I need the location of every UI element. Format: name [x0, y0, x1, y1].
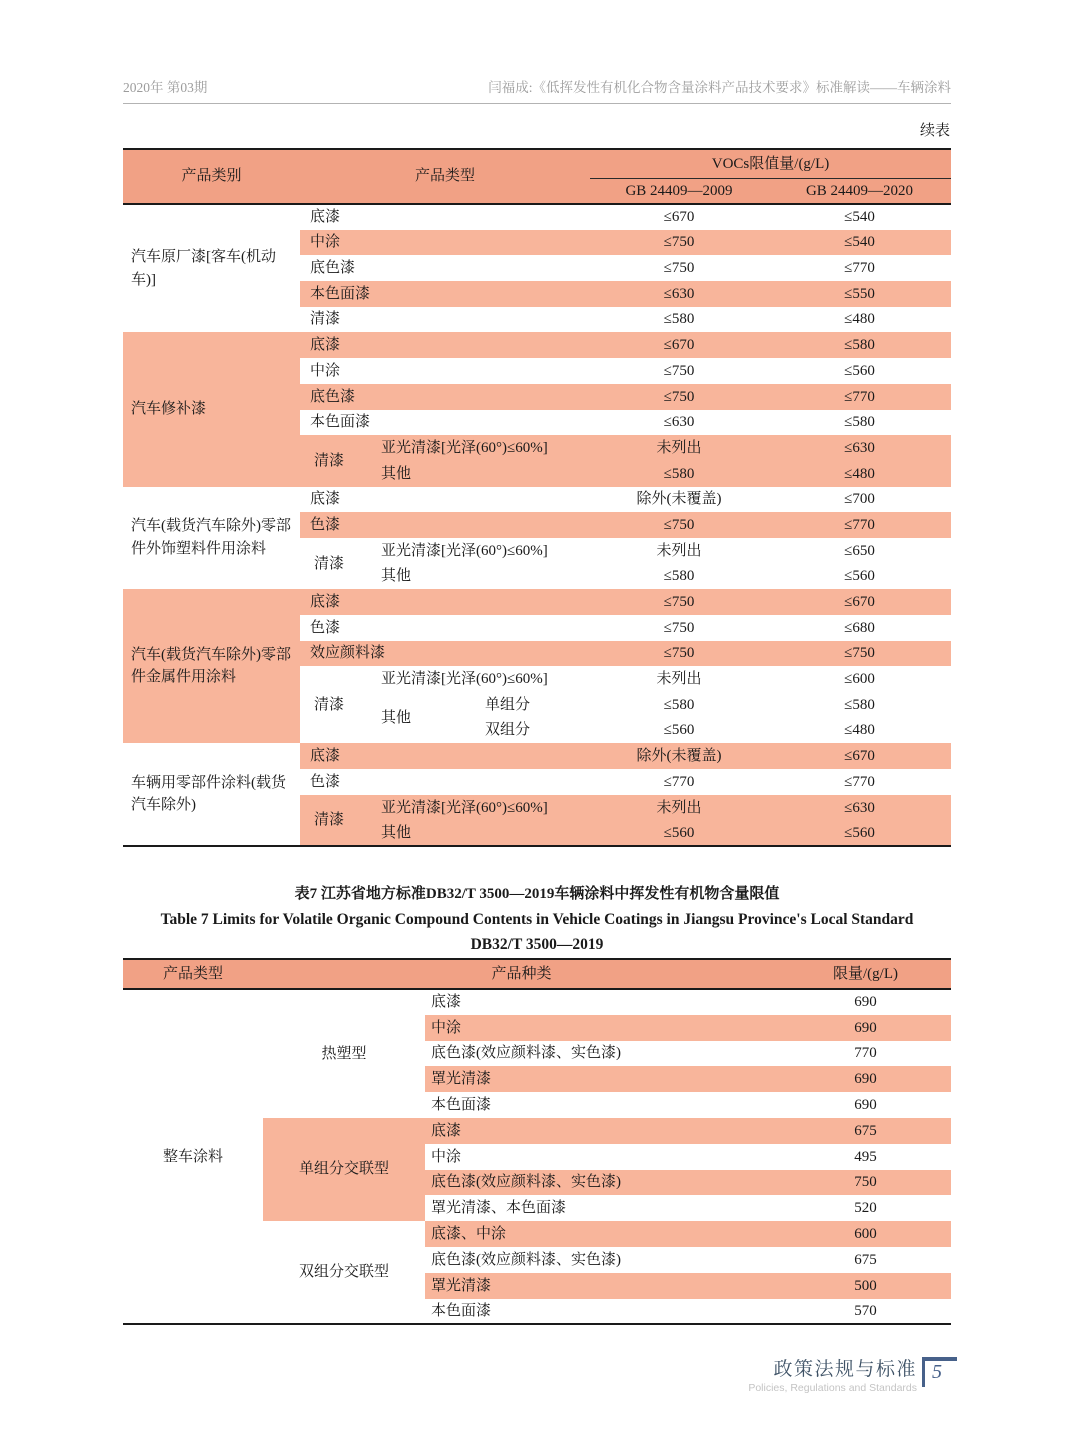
value-2020-cell: ≤560 — [844, 568, 875, 585]
value-2009-cell: ≤580 — [663, 311, 695, 328]
category-cell: 汽车(载货汽车除外)零部件金属件用涂料 — [123, 589, 300, 743]
col-header-product-kind: 产品种类 — [263, 959, 780, 989]
col-header-gb2020: GB 24409—2020 — [768, 178, 951, 204]
value-2020-cell: ≤770 — [768, 384, 951, 410]
limit-cell: 675 — [854, 1251, 877, 1268]
limit-cell: 690 — [854, 994, 877, 1011]
clearcoat-group-cell: 清漆 — [314, 696, 345, 713]
value-2009-cell: ≤750 — [590, 512, 768, 538]
clearcoat-group-cell: 清漆 — [300, 435, 378, 486]
subtype-cell: 亚光清漆[光泽(60°)≤60%] — [381, 542, 548, 559]
kind-cell: 底漆、中涂 — [425, 1221, 780, 1247]
subtype-cell: 亚光清漆[光泽(60°)≤60%] — [378, 795, 590, 821]
table7-title-en-std: DB32/T 3500—2019 — [470, 936, 604, 953]
col-header-category: 产品类别 — [123, 149, 300, 204]
value-2009-cell: ≤750 — [590, 230, 768, 256]
vocs-limits-table-body — [123, 204, 951, 846]
value-2009-cell: ≤750 — [663, 362, 695, 379]
limit-cell: 500 — [780, 1273, 951, 1299]
value-2020-cell: ≤770 — [844, 260, 875, 277]
kind-cell: 中涂 — [431, 1148, 462, 1165]
subtype-cell: 亚光清漆[光泽(60°)≤60%] — [381, 671, 548, 688]
jiangsu-limits-table-body — [123, 989, 951, 1324]
col-header-gb2009: GB 24409—2009 — [590, 178, 768, 204]
limit-cell: 690 — [854, 1096, 877, 1113]
page-number-box — [922, 1357, 957, 1387]
value-2020-cell: ≤580 — [844, 696, 875, 713]
table-row — [123, 332, 951, 358]
value-2009-cell: ≤560 — [663, 722, 695, 739]
value-2009-cell: ≤560 — [590, 821, 768, 847]
value-2020-cell: ≤480 — [768, 461, 951, 487]
value-2009-cell: 除外(未覆盖) — [636, 491, 722, 508]
col-header-limit: 限量/(g/L) — [780, 959, 951, 989]
value-2020-cell: ≤560 — [768, 821, 951, 847]
value-2009-cell: ≤670 — [590, 332, 768, 358]
value-2020-cell: ≤630 — [768, 435, 951, 461]
kind-cell: 底色漆(效应颜料漆、实色漆) — [425, 1170, 780, 1196]
value-2020-cell: ≤680 — [844, 619, 875, 636]
page-footer — [748, 1354, 957, 1394]
limit-cell: 770 — [854, 1045, 877, 1062]
kind-cell: 本色面漆 — [431, 1302, 492, 1319]
value-2009-cell: ≤670 — [663, 209, 695, 226]
jiangsu-limits-table-head — [123, 959, 951, 989]
value-2009-cell: 未列出 — [590, 795, 768, 821]
clearcoat-group-cell: 清漆 — [314, 555, 345, 572]
vocs-limits-table — [123, 148, 951, 847]
table-row — [123, 204, 951, 230]
value-2009-cell: ≤580 — [590, 461, 768, 487]
col-header-type: 产品类型 — [300, 149, 590, 204]
value-2020-cell: ≤750 — [768, 641, 951, 667]
value-2020-cell: ≤540 — [844, 209, 875, 226]
type-cell: 底漆 — [310, 209, 341, 226]
value-2020-cell: ≤580 — [768, 332, 951, 358]
type-cell: 中涂 — [300, 230, 590, 256]
subtype-cell: 亚光清漆[光泽(60°)≤60%] — [378, 435, 590, 461]
type-cell: 效应颜料漆 — [300, 641, 590, 667]
col-header-product-type: 产品类型 — [123, 959, 263, 989]
subtype-cell: 其他 — [381, 568, 412, 585]
type-cell: 底色漆 — [300, 384, 590, 410]
subtype-cell: 其他 — [378, 821, 590, 847]
category-cell: 汽车修补漆 — [123, 332, 300, 486]
type-cell: 底色漆 — [310, 260, 356, 277]
limit-cell: 675 — [780, 1118, 951, 1144]
kind-cell: 底色漆(效应颜料漆、实色漆) — [431, 1251, 621, 1268]
limit-cell: 520 — [854, 1200, 877, 1217]
value-2020-cell: ≤770 — [844, 773, 875, 790]
type-cell: 底漆 — [300, 332, 590, 358]
value-2020-cell: ≤480 — [844, 311, 875, 328]
category-cell: 车辆用零部件涂料(载货汽车除外) — [131, 774, 286, 814]
kind-cell: 中涂 — [425, 1015, 780, 1041]
clearcoat-group-cell: 清漆 — [300, 795, 378, 846]
value-2020-cell: ≤650 — [844, 542, 875, 559]
issue-label: 2020年 第03期 — [123, 80, 208, 95]
type-cell: 底漆 — [300, 743, 590, 769]
value-2009-cell: ≤750 — [663, 619, 695, 636]
kind-cell: 底漆 — [425, 1118, 780, 1144]
component-cell: 双组分 — [485, 722, 531, 739]
limit-cell: 570 — [854, 1302, 877, 1319]
value-2020-cell: ≤630 — [768, 795, 951, 821]
footer-section-en: Policies, Regulations and Standards — [748, 1382, 917, 1394]
table-row — [123, 989, 951, 1015]
table7-title-block — [123, 882, 951, 957]
footer-section — [748, 1354, 917, 1394]
value-2009-cell: ≤770 — [663, 773, 695, 790]
value-2020-cell: ≤560 — [844, 362, 875, 379]
type-cell: 色漆 — [310, 773, 341, 790]
type-cell: 本色面漆 — [300, 281, 590, 307]
vocs-limits-table-head — [123, 149, 951, 204]
vehicle-coating-category-cell: 整车涂料 — [162, 1148, 223, 1165]
subtype-cell: 其他 — [378, 461, 590, 487]
value-2009-cell: ≤750 — [590, 589, 768, 615]
value-2009-cell: 未列出 — [656, 542, 702, 559]
limit-cell: 750 — [780, 1170, 951, 1196]
value-2020-cell: ≤770 — [768, 512, 951, 538]
kind-cell: 底色漆(效应颜料漆、实色漆) — [431, 1045, 621, 1062]
continued-table-label: 续表 — [919, 123, 950, 139]
limit-cell: 690 — [780, 1015, 951, 1041]
table-row — [123, 589, 951, 615]
value-2020-cell: ≤480 — [844, 722, 875, 739]
category-cell: 汽车原厂漆[客车(机动车)] — [131, 249, 276, 288]
value-2020-cell: ≤540 — [768, 230, 951, 256]
value-2020-cell: ≤670 — [768, 589, 951, 615]
crosslink-type-cell: 热塑型 — [321, 1045, 367, 1062]
type-cell: 色漆 — [310, 619, 341, 636]
value-2009-cell: ≤580 — [663, 568, 695, 585]
value-2009-cell: ≤630 — [663, 414, 695, 431]
table-row — [123, 487, 951, 513]
category-cell: 汽车(载货汽车除外)零部件外饰塑料件用涂料 — [131, 518, 291, 557]
crosslink-type-cell: 单组分交联型 — [263, 1118, 425, 1221]
value-2020-cell: ≤700 — [844, 491, 875, 508]
value-2009-cell: 未列出 — [656, 671, 702, 688]
value-2009-cell: ≤750 — [590, 384, 768, 410]
value-2009-cell: 除外(未覆盖) — [590, 743, 768, 769]
kind-cell: 罩光清漆 — [425, 1066, 780, 1092]
table7-title-zh: 表7 江苏省地方标准DB32/T 3500—2019车辆涂料中挥发性有机物含量限值 — [294, 886, 780, 902]
value-2020-cell: ≤670 — [768, 743, 951, 769]
value-2009-cell: ≤580 — [663, 696, 695, 713]
value-2009-cell: ≤750 — [663, 260, 695, 277]
value-2020-cell: ≤580 — [844, 414, 875, 431]
kind-cell: 罩光清漆、本色面漆 — [431, 1200, 567, 1217]
page-header — [123, 76, 951, 104]
type-cell: 底漆 — [310, 491, 341, 508]
kind-cell: 底漆 — [431, 994, 462, 1011]
limit-cell: 495 — [854, 1148, 877, 1165]
type-cell: 底漆 — [300, 589, 590, 615]
type-cell: 本色面漆 — [310, 414, 371, 431]
page-number: 5 — [932, 1361, 942, 1383]
value-2020-cell: ≤600 — [844, 671, 875, 688]
col-header-voc-limit: VOCs限值量/(g/L) — [590, 149, 951, 178]
jiangsu-limits-table — [123, 958, 951, 1325]
value-2009-cell: ≤750 — [590, 641, 768, 667]
table7-title-en: Table 7 Limits for Volatile Organic Compound Contents in Vehicle Coatings in Jiangsu Province's Local Standard — [160, 911, 914, 928]
type-cell: 中涂 — [310, 362, 341, 379]
footer-section-zh: 政策法规与标准 — [773, 1359, 917, 1380]
value-2020-cell: ≤550 — [768, 281, 951, 307]
kind-cell: 本色面漆 — [431, 1096, 492, 1113]
other-group-cell: 其他 — [381, 709, 412, 726]
crosslink-type-cell: 双组分交联型 — [298, 1264, 389, 1281]
value-2009-cell: ≤630 — [590, 281, 768, 307]
kind-cell: 罩光清漆 — [425, 1273, 780, 1299]
article-title: 闫福成:《低挥发性有机化合物含量涂料产品技术要求》标准解读——车辆涂料 — [488, 80, 951, 95]
table-row — [123, 743, 951, 769]
value-2009-cell: 未列出 — [590, 435, 768, 461]
limit-cell: 600 — [780, 1221, 951, 1247]
type-cell: 清漆 — [310, 311, 341, 328]
component-cell: 单组分 — [485, 696, 531, 713]
limit-cell: 690 — [780, 1066, 951, 1092]
type-cell: 色漆 — [300, 512, 590, 538]
